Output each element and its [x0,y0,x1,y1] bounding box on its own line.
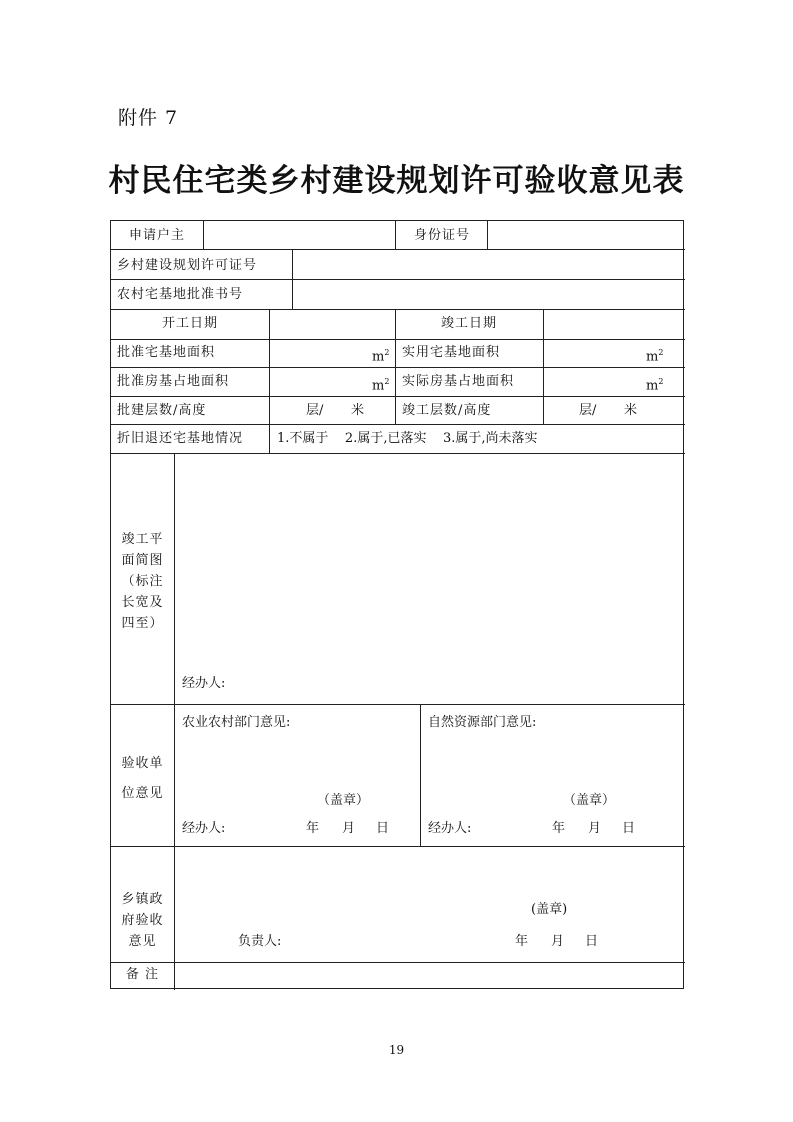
resource-day-label: 日 [622,821,636,836]
col-divider [543,309,544,424]
col-divider [269,309,270,453]
township-section-label: 乡镇政 府验收 意见 [121,892,164,949]
approved-building-area-label: 批准房基占地面积 [117,374,230,389]
resource-month-label: 月 [588,821,602,836]
row-divider [111,249,685,250]
remarks-label: 备 注 [125,967,160,982]
completed-floors-height-label: 竣工层数/高度 [402,403,492,418]
col-divider [420,704,421,846]
id-number-label: 身份证号 [414,228,471,243]
demolition-status-label: 折旧退还宅基地情况 [117,431,244,446]
applicant-label: 申请户主 [129,228,186,243]
homestead-approval-label: 农村宅基地批准书号 [117,287,244,302]
row-divider [111,279,685,280]
completion-date-label: 竣工日期 [440,316,497,331]
area-unit: $m^2$ [372,377,390,394]
agri-opinion-label: 农业农村部门意见: [182,715,291,730]
col-divider [395,221,396,249]
approved-homestead-area-label: 批准宅基地面积 [117,345,216,360]
sketch-section-label: 竣工平 面简图 （标注 长宽及 四至） [121,532,164,631]
resource-handler-label: 经办人: [428,821,472,836]
area-unit: $m^2$ [646,377,664,394]
area-unit: $m^2$ [372,348,390,365]
row-divider [111,396,685,397]
agri-handler-label: 经办人: [182,821,226,836]
acceptance-form-table [110,220,684,989]
col-divider [203,221,204,249]
township-responsible-label: 负责人: [238,934,282,949]
township-day-label: 日 [585,934,599,949]
sketch-handler-label: 经办人: [182,676,226,691]
row-divider [111,962,685,963]
resource-year-label: 年 [552,821,566,836]
attachment-label: 附件 7 [118,107,179,129]
height-unit: 米 [351,403,365,418]
actual-building-area-label: 实际房基占地面积 [402,374,515,389]
col-divider [487,221,488,249]
resource-opinion-label: 自然资源部门意见: [428,715,537,730]
township-month-label: 月 [551,934,565,949]
area-unit: $m^2$ [646,348,664,365]
floors-unit: 层/ [306,403,324,418]
township-seal-label: (盖章) [531,902,568,917]
row-divider [111,367,685,368]
resource-seal-label: （盖章） [563,793,616,808]
acceptance-section-label: 验收单 位意见 [121,756,164,801]
height-unit: 米 [624,403,638,418]
permit-number-label: 乡村建设规划许可证号 [117,258,258,273]
approved-floors-height-label: 批建层数/高度 [117,403,207,418]
floors-unit: 层/ [579,403,597,418]
agri-seal-label: （盖章） [317,793,370,808]
township-year-label: 年 [515,934,529,949]
demolition-options: 1.不属于 2.属于,已落实 3.属于,尚未落实 [277,431,538,446]
form-title: 村民住宅类乡村建设规划许可验收意见表 [108,163,685,199]
col-divider [174,453,175,990]
actual-homestead-area-label: 实用宅基地面积 [402,345,501,360]
row-divider [111,704,685,705]
row-divider [111,424,685,425]
start-date-label: 开工日期 [161,316,218,331]
col-divider [292,249,293,309]
row-divider [111,453,685,454]
agri-year-label: 年 [306,821,320,836]
agri-month-label: 月 [342,821,356,836]
row-divider [111,846,685,847]
row-divider [111,339,685,340]
page-number: 19 [388,1043,405,1057]
agri-day-label: 日 [376,821,390,836]
row-divider [111,309,685,310]
